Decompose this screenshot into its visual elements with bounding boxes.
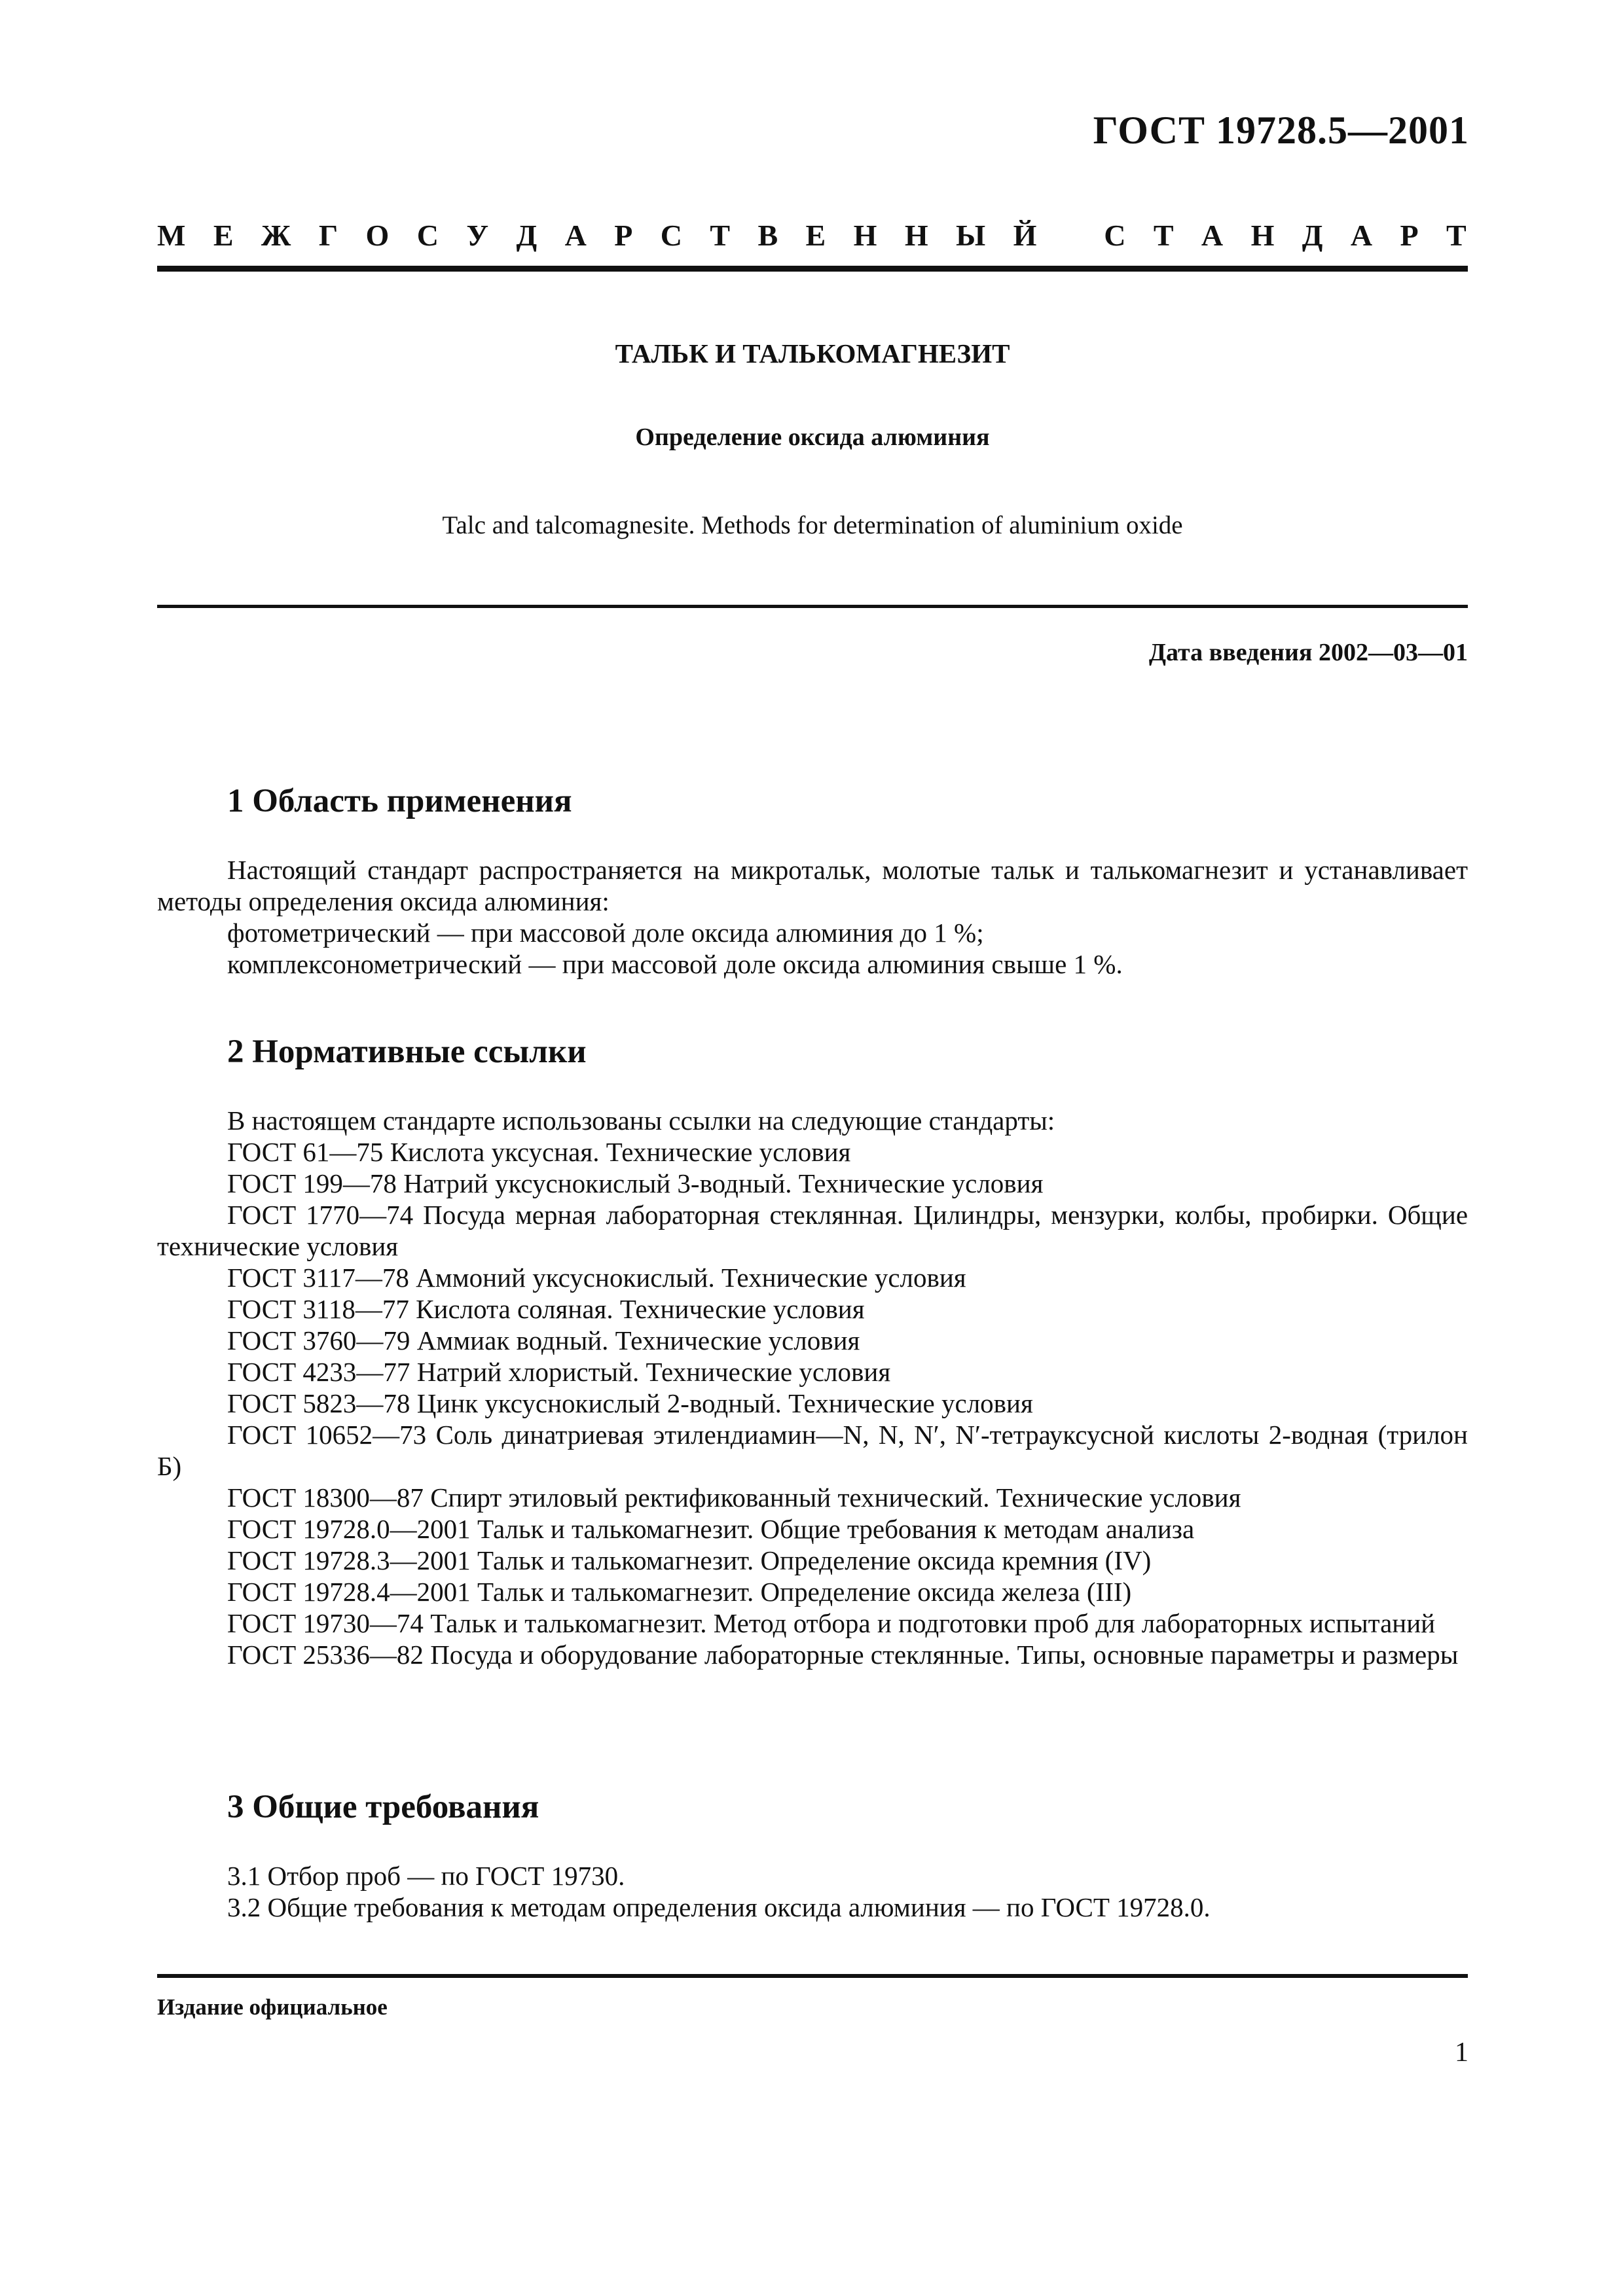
reference-code: ГОСТ 3118—77 bbox=[227, 1294, 409, 1324]
document-number: ГОСТ 19728.5—2001 bbox=[1093, 109, 1469, 152]
reference-item bbox=[157, 1199, 1468, 1262]
footer-divider bbox=[157, 1974, 1468, 1978]
paragraph: В настоящем стандарте использованы ссылки на следующие стандарты: bbox=[227, 1105, 1055, 1136]
banner-letter: А bbox=[1201, 219, 1224, 252]
reference-code: ГОСТ 19728.0—2001 bbox=[227, 1514, 471, 1544]
paragraph: комплексонометрический — при массовой доле оксида алюминия свыше 1 %. bbox=[227, 949, 1123, 979]
banner-letter: Н bbox=[853, 219, 877, 252]
reference-item bbox=[157, 1482, 1468, 1513]
reference-code: ГОСТ 199—78 bbox=[227, 1168, 397, 1198]
banner-letter: С bbox=[416, 219, 439, 252]
reference-title: Тальк и талькомагнезит. Метод отбора и подготовки проб для лабораторных испытаний bbox=[430, 1608, 1436, 1638]
section-heading-general-requirements: 3 Общие требования bbox=[227, 1789, 539, 1825]
banner-letter: Р bbox=[1400, 219, 1419, 252]
reference-title: Кислота уксусная. Технические условия bbox=[390, 1137, 851, 1167]
banner-letter: Й bbox=[1013, 219, 1037, 252]
reference-title: Посуда мерная лабораторная стеклянная. Цилиндры, мензурки, колбы, пробирки. Общие технические условия bbox=[157, 1200, 1468, 1261]
reference-code: ГОСТ 19728.4—2001 bbox=[227, 1577, 471, 1607]
paragraph: фотометрический — при массовой доле оксида алюминия до 1 %; bbox=[227, 918, 984, 948]
reference-title: Цинк уксуснокислый 2-водный. Технические условия bbox=[416, 1388, 1033, 1418]
banner-letter: Ы bbox=[956, 219, 986, 252]
reference-code: ГОСТ 19728.3—2001 bbox=[227, 1545, 471, 1575]
document-subtitle: Определение оксида алюминия bbox=[635, 423, 990, 451]
reference-code: ГОСТ 5823—78 bbox=[227, 1388, 410, 1418]
banner-letter: Е bbox=[805, 219, 826, 252]
english-title: Talc and talcomagnesite. Methods for determination of aluminium oxide bbox=[442, 511, 1183, 539]
section-heading-references: 2 Нормативные ссылки bbox=[227, 1033, 587, 1070]
paragraph: Настоящий стандарт распространяется на микротальк, молотые тальк и талькомагнезит и устанавливает методы определения оксида алюминия: bbox=[157, 855, 1468, 916]
banner-letter: А bbox=[564, 219, 587, 252]
reference-code: ГОСТ 3760—79 bbox=[227, 1325, 410, 1355]
section-body-references bbox=[157, 1105, 1468, 1670]
section-body-general-requirements bbox=[157, 1860, 1468, 1923]
reference-item bbox=[157, 1168, 1468, 1199]
reference-code: ГОСТ 3117—78 bbox=[227, 1263, 409, 1293]
reference-title: Спирт этиловый ректификованный технический. Технические условия bbox=[430, 1482, 1241, 1513]
banner-letter: Р bbox=[614, 219, 633, 252]
banner-letter: В bbox=[757, 219, 778, 252]
reference-title: Тальк и талькомагнезит. Общие требования к методам анализа bbox=[477, 1514, 1195, 1544]
interstate-standard-banner bbox=[157, 218, 1467, 253]
reference-code: ГОСТ 19730—74 bbox=[227, 1608, 424, 1638]
banner-letter: Т bbox=[710, 219, 731, 252]
reference-item bbox=[157, 1262, 1468, 1293]
banner-letter: У bbox=[466, 219, 489, 252]
banner-letter: Д bbox=[1302, 219, 1323, 252]
banner-letter: Н bbox=[1250, 219, 1275, 252]
banner-letter: А bbox=[1350, 219, 1373, 252]
reference-code: ГОСТ 18300—87 bbox=[227, 1482, 424, 1513]
reference-item bbox=[157, 1325, 1468, 1356]
banner-letter: С bbox=[660, 219, 682, 252]
reference-code: ГОСТ 1770—74 bbox=[227, 1200, 414, 1230]
banner-letter: Е bbox=[213, 219, 234, 252]
section-body-scope bbox=[157, 854, 1468, 980]
reference-title: Соль динатриевая этилендиамин—N, N, N′, N′-тетрауксусной кислоты 2-водная (трилон Б) bbox=[157, 1420, 1468, 1481]
banner-letter: Т bbox=[1446, 219, 1467, 252]
reference-item bbox=[157, 1136, 1468, 1168]
reference-item bbox=[157, 1545, 1468, 1576]
reference-item bbox=[157, 1356, 1468, 1388]
reference-code: ГОСТ 4233—77 bbox=[227, 1357, 410, 1387]
reference-title: Натрий хлористый. Технические условия bbox=[416, 1357, 891, 1387]
banner-letter: Г bbox=[318, 219, 338, 252]
banner-letter: Н bbox=[904, 219, 928, 252]
reference-item bbox=[157, 1293, 1468, 1325]
reference-item bbox=[157, 1388, 1468, 1419]
reference-item bbox=[157, 1607, 1468, 1639]
reference-item bbox=[157, 1576, 1468, 1607]
banner-letter: Ж bbox=[261, 219, 291, 252]
reference-title: Тальк и талькомагнезит. Определение оксида кремния (IV) bbox=[477, 1545, 1152, 1575]
banner-letter: О bbox=[365, 219, 390, 252]
reference-title: Аммиак водный. Технические условия bbox=[416, 1325, 860, 1355]
header-divider bbox=[157, 266, 1468, 272]
banner-letter: Т bbox=[1153, 219, 1174, 252]
banner-word-gap bbox=[1065, 218, 1076, 253]
clause-item: 3.1 Отбор проб — по ГОСТ 19730. bbox=[227, 1861, 625, 1891]
title-divider bbox=[157, 605, 1468, 608]
reference-code: ГОСТ 10652—73 bbox=[227, 1420, 427, 1450]
banner-letter: С bbox=[1104, 219, 1126, 252]
clause-item: 3.2 Общие требования к методам определения оксида алюминия — по ГОСТ 19728.0. bbox=[227, 1892, 1211, 1922]
reference-title: Тальк и талькомагнезит. Определение оксида железа (III) bbox=[477, 1577, 1132, 1607]
reference-title: Кислота соляная. Технические условия bbox=[416, 1294, 865, 1324]
reference-code: ГОСТ 25336—82 bbox=[227, 1640, 424, 1670]
official-edition-label: Издание официальное bbox=[157, 1994, 388, 2020]
document-title: ТАЛЬК И ТАЛЬКОМАГНЕЗИТ bbox=[615, 338, 1010, 368]
reference-title: Аммоний уксуснокислый. Технические условия bbox=[416, 1263, 966, 1293]
page-number: 1 bbox=[1455, 2037, 1468, 2068]
reference-item bbox=[157, 1639, 1468, 1670]
reference-item bbox=[157, 1513, 1468, 1545]
banner-letter: М bbox=[157, 219, 186, 252]
reference-code: ГОСТ 61—75 bbox=[227, 1137, 384, 1167]
banner-letter: Д bbox=[516, 219, 538, 252]
reference-item bbox=[157, 1419, 1468, 1482]
reference-title: Натрий уксуснокислый 3-водный. Технические условия bbox=[403, 1168, 1044, 1198]
introduction-date: Дата введения 2002—03—01 bbox=[1148, 639, 1468, 666]
reference-title: Посуда и оборудование лабораторные стеклянные. Типы, основные параметры и размеры bbox=[430, 1640, 1459, 1670]
section-heading-scope: 1 Область применения bbox=[227, 783, 572, 819]
